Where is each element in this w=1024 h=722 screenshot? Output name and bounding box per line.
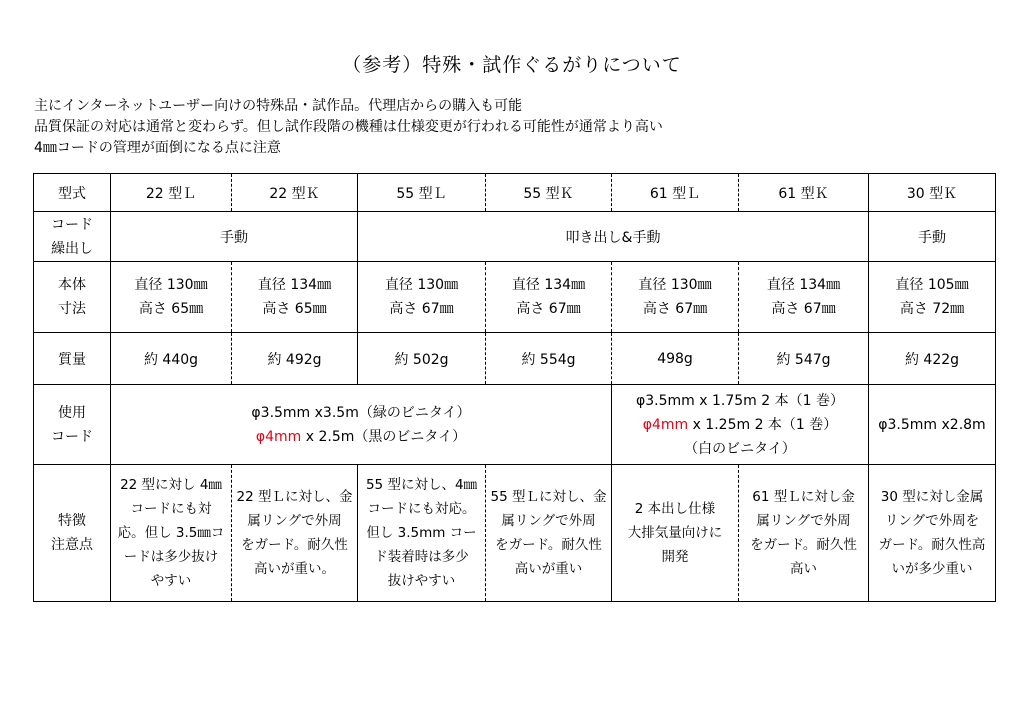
mass-55l: 約 502g bbox=[358, 333, 486, 385]
features-55k: 55 型Ｌに対し、金 属リングで外周 をガード。耐久性 高いが重い bbox=[486, 465, 612, 602]
body-size-22l: 直径 130㎜ 高さ 65㎜ bbox=[111, 262, 232, 333]
cord-group1: φ3.5mm x3.5m（緑のビニタイ） φ4mm x 2.5m（黒のビニタイ） bbox=[111, 385, 612, 465]
mass-61k: 約 547g bbox=[739, 333, 869, 385]
intro-notes bbox=[34, 96, 663, 159]
page-title: （参考）特殊・試作ぐるがりについて bbox=[342, 54, 682, 76]
features-30k: 30 型に対し金属 リングで外周を ガード。耐久性高 いが多少重い bbox=[869, 465, 996, 602]
cord-group2: φ3.5mm x 1.75m 2 本（1 巻） φ4mm x 1.25m 2 本（1 巻） （白のビニタイ） bbox=[612, 385, 869, 465]
features-22k: 22 型Ｌに対し、金 属リングで外周 をガード。耐久性 高いが重い。 bbox=[232, 465, 358, 602]
features-61k: 61 型Ｌに対し金 属リングで外周 をガード。耐久性 高い bbox=[739, 465, 869, 602]
note-line: 品質保証の対応は通常と変わらず。但し試作段階の機種は仕様変更が行われる可能性が通常より高い bbox=[34, 119, 663, 135]
body-size-55l: 直径 130㎜ 高さ 67㎜ bbox=[358, 262, 486, 333]
features-55l: 55 型に対し、4㎜ コードにも対応。 但し 3.5mm コー ド装着時は多少 抜けやすい bbox=[358, 465, 486, 602]
red-cord-spec: φ4mm bbox=[255, 428, 302, 445]
mass-22k: 約 492g bbox=[232, 333, 358, 385]
model-22k: 22 型Ｋ bbox=[232, 174, 358, 212]
body-size-row bbox=[34, 262, 996, 333]
row-label-mass: 質量 bbox=[34, 333, 111, 385]
row-label-model: 型式 bbox=[34, 174, 111, 212]
features-22l: 22 型に対し 4㎜ コードにも対 応。但し 3.5㎜コ ードは多少抜け やすい bbox=[111, 465, 232, 602]
features-row bbox=[34, 465, 996, 602]
cord-winding-group3: 手動 bbox=[869, 212, 996, 262]
body-size-61k: 直径 134㎜ 高さ 67㎜ bbox=[739, 262, 869, 333]
cord-winding-group1: 手動 bbox=[111, 212, 358, 262]
body-size-30k: 直径 105㎜ 高さ 72㎜ bbox=[869, 262, 996, 333]
row-label-cord-winding: コード 繰出し bbox=[34, 212, 111, 262]
mass-22l: 約 440g bbox=[111, 333, 232, 385]
note-line: 4㎜コードの管理が面倒になる点に注意 bbox=[34, 140, 281, 156]
cord-winding-group2: 叩き出し&手動 bbox=[358, 212, 869, 262]
mass-61l: 498g bbox=[612, 333, 739, 385]
model-55k: 55 型Ｋ bbox=[486, 174, 612, 212]
features-61l: 2 本出し仕様 大排気量向けに 開発 bbox=[612, 465, 739, 602]
row-label-cord: 使用 コード bbox=[34, 385, 111, 465]
cord-group3: φ3.5mm x2.8m bbox=[869, 385, 996, 465]
row-label-body-size: 本体 寸法 bbox=[34, 262, 111, 333]
note-line: 主にインターネットユーザー向けの特殊品・試作品。代理店からの購入も可能 bbox=[34, 98, 523, 114]
spec-table bbox=[33, 173, 996, 602]
row-label-features: 特徴 注意点 bbox=[34, 465, 111, 602]
body-size-55k: 直径 134㎜ 高さ 67㎜ bbox=[486, 262, 612, 333]
mass-30k: 約 422g bbox=[869, 333, 996, 385]
body-size-61l: 直径 130㎜ 高さ 67㎜ bbox=[612, 262, 739, 333]
model-55l: 55 型Ｌ bbox=[358, 174, 486, 212]
header-row bbox=[34, 174, 996, 212]
cord-winding-row bbox=[34, 212, 996, 262]
model-30k: 30 型Ｋ bbox=[869, 174, 996, 212]
model-61l: 61 型Ｌ bbox=[612, 174, 739, 212]
model-61k: 61 型Ｋ bbox=[739, 174, 869, 212]
cord-row bbox=[34, 385, 996, 465]
mass-row bbox=[34, 333, 996, 385]
mass-55k: 約 554g bbox=[486, 333, 612, 385]
red-cord-spec: φ4mm bbox=[642, 416, 689, 433]
model-22l: 22 型Ｌ bbox=[111, 174, 232, 212]
body-size-22k: 直径 134㎜ 高さ 65㎜ bbox=[232, 262, 358, 333]
